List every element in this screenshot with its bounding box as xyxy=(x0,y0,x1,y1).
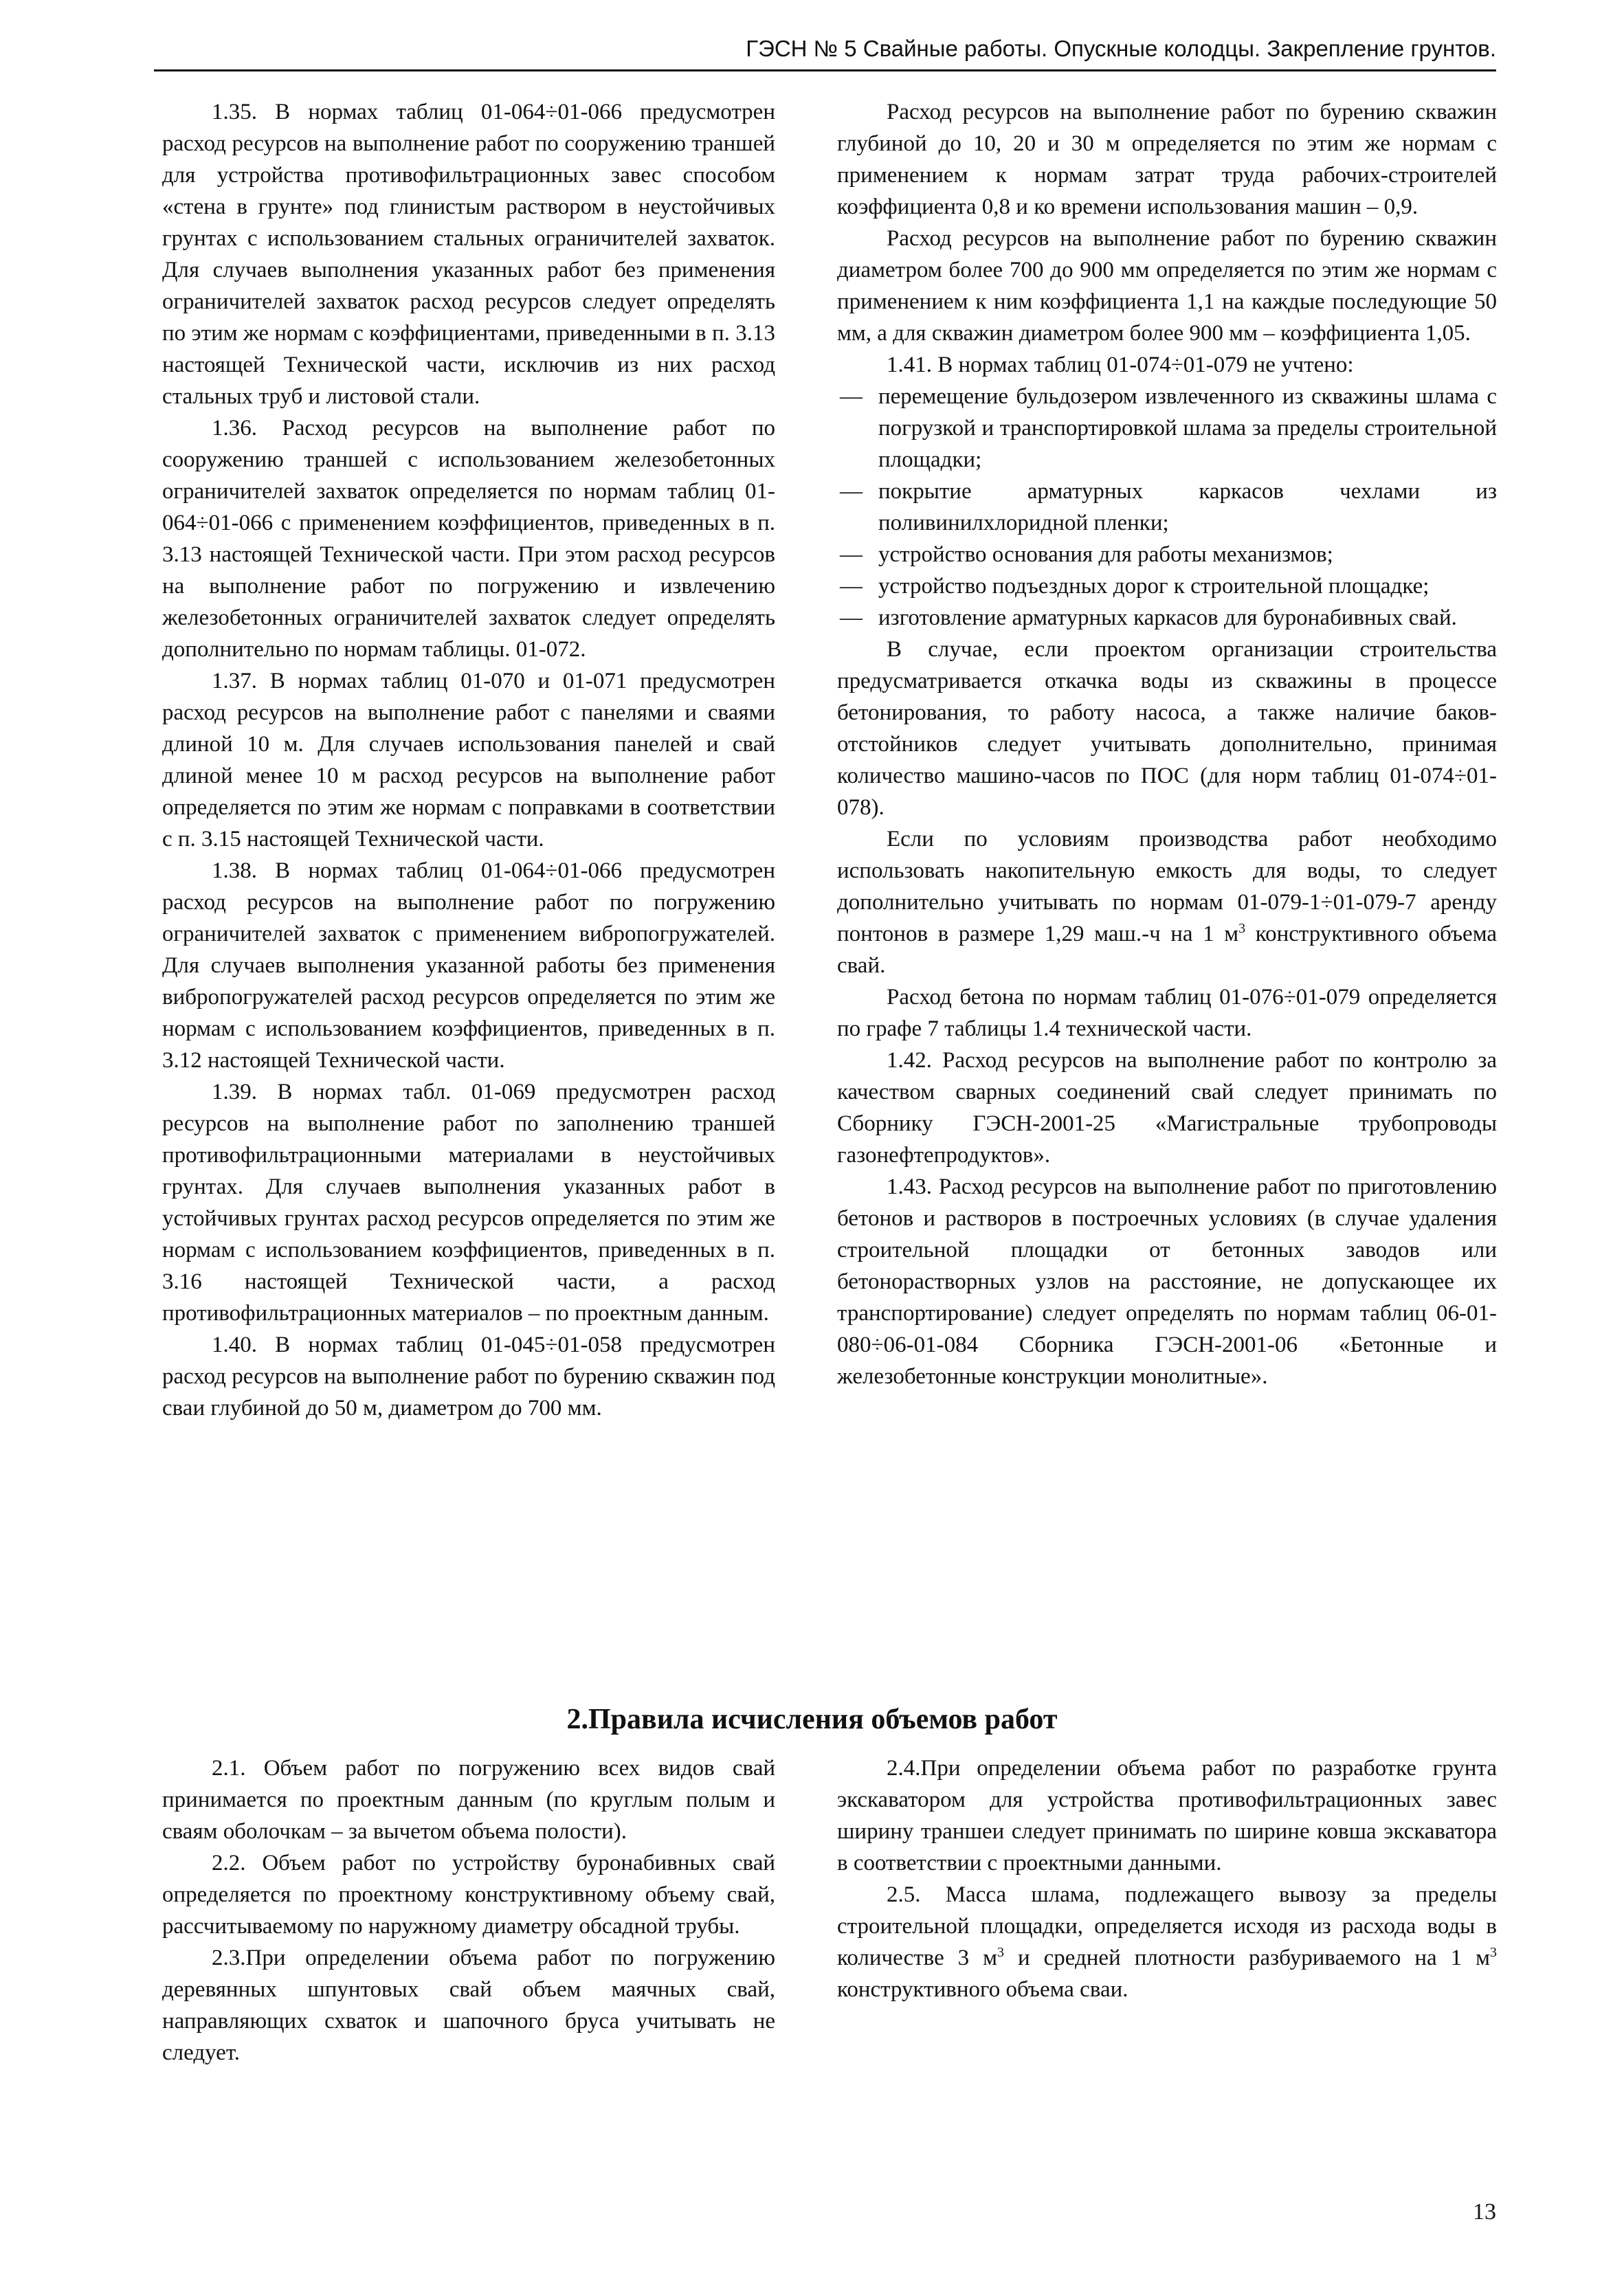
superscript: 3 xyxy=(1238,921,1246,936)
text-run: конструктивного объема сваи. xyxy=(837,1977,1128,2002)
paragraph-2-1: 2.1. Объем работ по погружению всех видов свай принимается по проектным данным (по круглым полым и сваям оболочкам – за вычетом объема полости). xyxy=(162,1756,775,1844)
paragraph-2-3: 2.3.При определении объема работ по погружению деревянных шпунтовых свай объем маячных свай, направляющих схваток и шапочного бруса учитывать не следует. xyxy=(162,1946,775,2065)
section-title: 2.Правила исчисления объемов работ xyxy=(566,1704,1058,1735)
text-run: конструктивного объема свай. xyxy=(837,922,1498,978)
paragraph-1-42: 1.42. Расход ресурсов на выполнение работ по контролю за качеством сварных соединений свай следует принимать по Сборнику ГЭСН-2001-25 «Магистральные трубопроводы газонефтепродуктов». xyxy=(837,1048,1497,1168)
paragraph-1-40: 1.40. В нормах таблиц 01-045÷01-058 предусмотрен расход ресурсов на выполнение работ по бурению скважин под сваи глубиной до 50 м, диаметром до 700 мм. xyxy=(162,1333,775,1421)
list-item: — устройство подъездных дорог к строительной площадке; xyxy=(837,570,1497,602)
paragraph-pontoons xyxy=(837,823,1497,981)
page-number: 13 xyxy=(1473,2199,1496,2225)
list-item: — покрытие арматурных каркасов чехлами из поливинилхлоридной пленки; xyxy=(837,476,1497,539)
list-item: — устройство основания для работы механизмов; xyxy=(837,539,1497,570)
list-item: — изготовление арматурных каркасов для буронабивных свай. xyxy=(837,602,1497,634)
paragraph-1-38: 1.38. В нормах таблиц 01-064÷01-066 предусмотрен расход ресурсов на выполнение работ по погружению ограничителей захваток с применением вибропогружателей. Для случаев выполнения указанной работы без применения вибропогружателей расход ресурсов определяется по этим же нормам с использованием коэффициентов, приведенных в п. 3.12 настоящей Технической части. xyxy=(162,858,775,1073)
left-column-bottom xyxy=(162,1752,775,2069)
paragraph-1-35: 1.35. В нормах таблиц 01-064÷01-066 предусмотрен расход ресурсов на выполнение работ по сооружению траншей для устройства противофильтрационных завес способом «стена в грунте» под глинистым раствором в неустойчивых грунтах с использованием стальных ограничителей захваток. Для случаев выполнения указанных работ без применения ограничителей захваток расход ресурсов следует определять по этим же нормам с коэффициентами, приведенными в п. 3.13 настоящей Технической части, исключив из них расход стальных труб и листовой стали. xyxy=(162,100,775,409)
text-run: 2.5. Масса шлама, подлежащего вывозу за пределы строительной площадки, определяется исходя из расхода воды в количестве 3 м xyxy=(837,1882,1497,1970)
superscript: 3 xyxy=(1489,1945,1497,1960)
paragraph-drilling-depth: Расход ресурсов на выполнение работ по бурению скважин глубиной до 10, 20 и 30 м определяется по этим же нормам с применением к нормам затрат труда рабочих-строителей коэффициента 0,8 и ко времени использования машин – 0,9. xyxy=(837,100,1497,219)
paragraph-pumping: В случае, если проектом организации строительства предусматривается откачка воды из скважины в процессе бетонирования, то работу насоса, а также наличие баков-отстойников следует учитывать дополнительно, принимая количество машино-часов по ПОС (для норм таблиц 01-074÷01-078). xyxy=(837,637,1497,820)
paragraph-2-5 xyxy=(837,1879,1497,2005)
text-run: Если по условиям производства работ необходимо использовать накопительную емкость для воды, то следует дополнительно учитывать по нормам 01-079-1÷01-079-7 аренду понтонов в размере 1,29 маш.-ч на 1 м xyxy=(837,827,1497,946)
text-run: и средней плотности разбуриваемого на 1 м xyxy=(1004,1946,1490,1970)
right-column-bottom xyxy=(837,1752,1497,2005)
paragraph-2-2: 2.2. Объем работ по устройству буронабивных свай определяется по проектному конструктивному объему свай, рассчитываемому по наружному диаметру обсадной трубы. xyxy=(162,1851,775,1939)
running-header: ГЭСН № 5 Свайные работы. Опускные колодцы. Закрепление грунтов. xyxy=(746,36,1496,61)
paragraph-1-37: 1.37. В нормах таблиц 01-070 и 01-071 предусмотрен расход ресурсов на выполнение работ с панелями и сваями длиной 10 м. Для случаев использования панелей и свай длиной менее 10 м расход ресурсов на выполнение работ определяется по этим же нормам с поправками в соответствии с п. 3.15 настоящей Технической части. xyxy=(162,669,775,851)
paragraph-concrete: Расход бетона по нормам таблиц 01-076÷01-079 определяется по графе 7 таблицы 1.4 технической части. xyxy=(837,985,1497,1041)
paragraph-1-41: 1.41. В нормах таблиц 01-074÷01-079 не учтено: xyxy=(887,353,1354,377)
superscript: 3 xyxy=(997,1945,1005,1960)
header-rule xyxy=(154,69,1496,71)
paragraph-1-36: 1.36. Расход ресурсов на выполнение работ по сооружению траншей с использованием железобетонных ограничителей захваток определяется по нормам таблиц 01-064÷01-066 с применением коэффициентов, приведенных в п. 3.13 настоящей Технической части. При этом расход ресурсов на выполнение работ по погружению и извлечению железобетонных ограничителей захваток следует определять дополнительно по нормам таблицы. 01-072. xyxy=(162,416,775,662)
left-column-top xyxy=(162,96,775,1424)
paragraph-drilling-diameter: Расход ресурсов на выполнение работ по бурению скважин диаметром более 700 до 900 мм определяется по этим же нормам с применением к ним коэффициента 1,1 на каждые последующие 50 мм, а для скважин диаметром более 900 мм – коэффициента 1,05. xyxy=(837,226,1497,346)
list-item: — перемещение бульдозером извлеченного из скважины шлама с погрузкой и транспортировкой шлама за пределы строительной площадки; xyxy=(837,381,1497,476)
right-column-top xyxy=(837,96,1497,1392)
paragraph-1-39: 1.39. В нормах табл. 01-069 предусмотрен расход ресурсов на выполнение работ по заполнению траншей противофильтрационными материалами в неустойчивых грунтах. Для случаев выполнения указанных работ в устойчивых грунтах расход ресурсов определяется по этим же нормам с использованием коэффициентов, приведенных в п. 3.16 настоящей Технической части, а расход противофильтрационных материалов – по проектным данным. xyxy=(162,1080,775,1326)
paragraph-2-4: 2.4.При определении объема работ по разработке грунта экскаватором для устройства противофильтрационных завес ширину траншеи следует принимать по ширине ковша экскаватора в соответствии с проектными данными. xyxy=(837,1756,1497,1875)
paragraph-1-43: 1.43. Расход ресурсов на выполнение работ по приготовлению бетонов и растворов в построечных условиях (в случае удаления строительной площадки от бетонных заводов или бетонорастворных узлов на расстояние, не допускающее их транспортирование) следует определять по нормам таблиц 06-01-080÷06-01-084 Сборника ГЭСН-2001-06 «Бетонные и железобетонные конструкции монолитные». xyxy=(837,1174,1497,1389)
